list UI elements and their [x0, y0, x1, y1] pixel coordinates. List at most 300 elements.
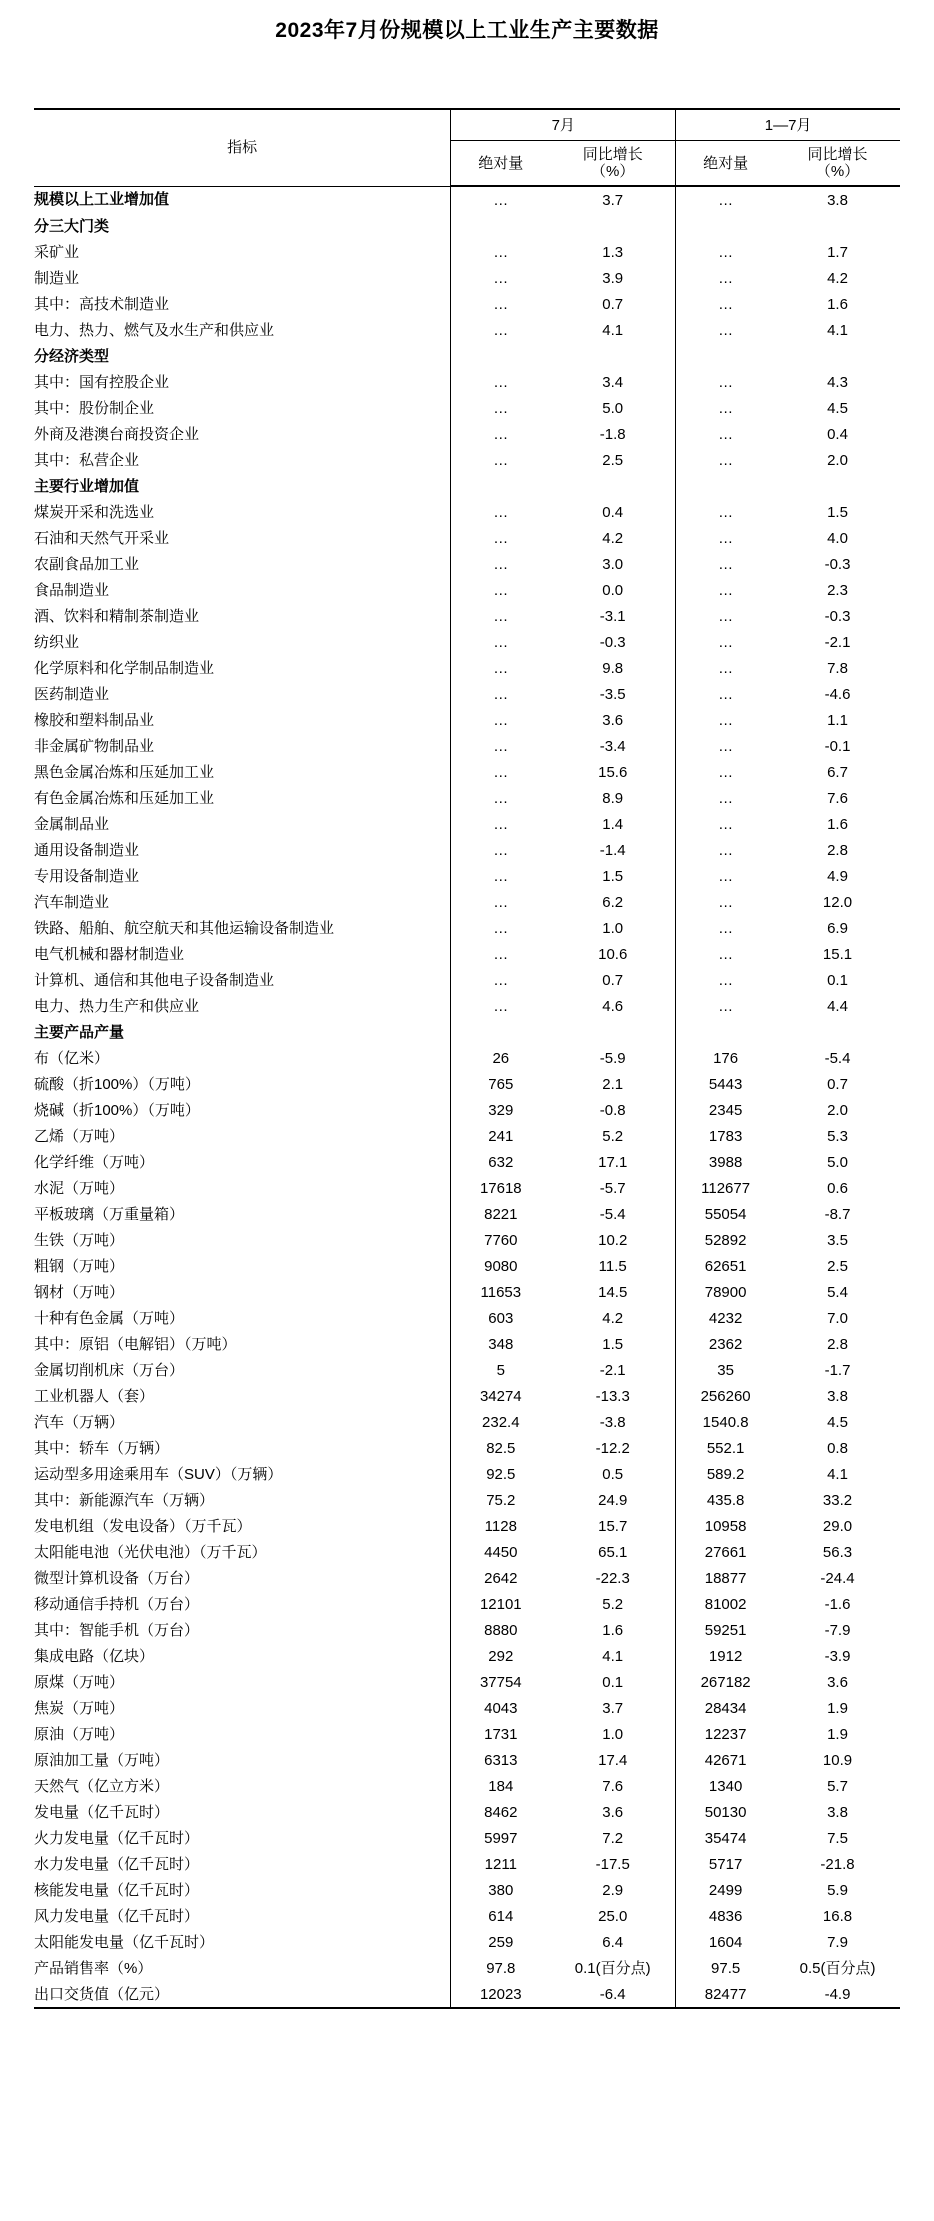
cell-cumulative-absolute: 82477 — [676, 1981, 775, 2008]
row-label: 电力、热力、燃气及水生产和供应业 — [34, 317, 451, 343]
cell-july-growth: 2.1 — [550, 1071, 675, 1097]
row-label: 规模以上工业增加值 — [34, 186, 451, 213]
row-label: 纺织业 — [34, 629, 451, 655]
cell-july-absolute: 4043 — [484, 1699, 518, 1717]
cell-july-growth: -5.4 — [550, 1201, 675, 1227]
cell-cumulative-absolute: 27661 — [704, 1543, 747, 1561]
cell-cumulative-growth: 0.6 — [827, 1179, 848, 1197]
cell-july-growth: 0.1 — [550, 1669, 675, 1695]
cell-cumulative-absolute: … — [718, 503, 734, 521]
cell-july-absolute: 8880 — [484, 1621, 518, 1639]
cell-cumulative-absolute: … — [718, 685, 734, 703]
cell-cumulative-growth: 3.8 — [827, 191, 848, 209]
cell-cumulative-growth: 7.0 — [827, 1309, 848, 1327]
cell-cumulative-absolute: … — [718, 659, 734, 677]
row-label: 有色金属冶炼和压延加工业 — [34, 785, 451, 811]
row-label: 产品销售率（%） — [34, 1955, 451, 1981]
cell-cumulative-growth: -3.9 — [824, 1647, 851, 1665]
cell-cumulative-growth: -1.7 — [824, 1361, 851, 1379]
row-label: 计算机、通信和其他电子设备制造业 — [34, 967, 451, 993]
cell-cumulative-growth: 33.2 — [822, 1491, 853, 1509]
cell-cumulative-growth: 3.6 — [827, 1673, 848, 1691]
cell-cumulative-absolute: … — [718, 763, 734, 781]
row-label: 平板玻璃（万重量箱） — [34, 1201, 451, 1227]
cell-july-absolute: … — [493, 451, 509, 469]
table-row — [34, 655, 900, 681]
cell-cumulative-growth: 4.5 — [827, 399, 848, 417]
cell-cumulative-absolute: 5717 — [708, 1855, 743, 1873]
cell-july-absolute — [451, 1019, 550, 1045]
cell-july-absolute: 17618 — [479, 1179, 522, 1197]
row-label: 医药制造业 — [34, 681, 451, 707]
table-row — [34, 1617, 900, 1643]
cell-cumulative-growth: 4.1 — [827, 321, 848, 339]
cell-cumulative-growth: -4.9 — [775, 1981, 900, 2008]
table-row — [34, 1773, 900, 1799]
table-header — [34, 109, 900, 186]
cell-cumulative-absolute: … — [718, 451, 734, 469]
row-label: 风力发电量（亿千瓦时） — [34, 1903, 451, 1929]
cell-july-growth: 5.0 — [550, 395, 675, 421]
cell-cumulative-absolute: … — [718, 945, 734, 963]
cell-cumulative-growth: 4.4 — [827, 997, 848, 1015]
column-header-cumulative-absolute: 绝对量 — [676, 141, 775, 187]
cell-cumulative-absolute: 12237 — [704, 1725, 747, 1743]
cell-july-growth: 3.9 — [550, 265, 675, 291]
cell-july-growth — [550, 473, 675, 499]
table-row — [34, 1929, 900, 1955]
table-row — [34, 915, 900, 941]
cell-july-growth: 3.4 — [550, 369, 675, 395]
table-row — [34, 681, 900, 707]
cell-cumulative-growth: 5.7 — [827, 1777, 848, 1795]
cell-cumulative-absolute: … — [718, 321, 734, 339]
cell-cumulative-absolute: 97.5 — [711, 1959, 741, 1977]
cell-july-absolute: 603 — [488, 1309, 514, 1327]
cell-july-growth: 1.4 — [550, 811, 675, 837]
row-label: 其中：股份制企业 — [34, 395, 451, 421]
cell-cumulative-growth: -1.6 — [824, 1595, 851, 1613]
cell-july-absolute: 75.2 — [486, 1491, 516, 1509]
table-row — [34, 1383, 900, 1409]
row-label: 核能发电量（亿千瓦时） — [34, 1877, 451, 1903]
row-label: 电气机械和器材制造业 — [34, 941, 451, 967]
cell-july-absolute: … — [493, 737, 509, 755]
row-label: 农副食品加工业 — [34, 551, 451, 577]
table-row — [34, 1227, 900, 1253]
table-row — [34, 1409, 900, 1435]
column-group-july: 7月 — [451, 109, 676, 141]
cell-july-absolute: … — [493, 269, 509, 287]
cell-july-absolute: … — [493, 581, 509, 599]
cell-cumulative-absolute: 256260 — [700, 1387, 751, 1405]
cell-july-absolute: 1128 — [484, 1517, 517, 1535]
cell-july-growth: 4.1 — [550, 1643, 675, 1669]
cell-cumulative-growth: 7.5 — [827, 1829, 848, 1847]
row-label: 原油加工量（万吨） — [34, 1747, 451, 1773]
cell-cumulative-growth: 4.1 — [827, 1465, 848, 1483]
cell-july-growth: 2.9 — [550, 1877, 675, 1903]
table-row — [34, 343, 900, 369]
cell-july-growth: 10.6 — [550, 941, 675, 967]
cell-cumulative-growth — [775, 213, 900, 239]
cell-july-absolute: 184 — [488, 1777, 514, 1795]
row-label: 通用设备制造业 — [34, 837, 451, 863]
cell-july-growth: -1.8 — [550, 421, 675, 447]
cell-cumulative-absolute: 35 — [717, 1361, 734, 1379]
cell-cumulative-absolute: … — [718, 789, 734, 807]
cell-cumulative-absolute: 435.8 — [706, 1491, 745, 1509]
table-row — [34, 317, 900, 343]
cell-july-growth: -3.4 — [550, 733, 675, 759]
cell-july-growth: -22.3 — [550, 1565, 675, 1591]
cell-july-growth: 3.7 — [550, 186, 675, 213]
cell-cumulative-growth: 4.2 — [827, 269, 848, 287]
cell-july-growth: -12.2 — [550, 1435, 675, 1461]
cell-july-absolute: … — [493, 685, 509, 703]
row-label: 铁路、船舶、航空航天和其他运输设备制造业 — [34, 915, 451, 941]
table-row — [34, 1435, 900, 1461]
cell-july-absolute: 1211 — [484, 1855, 517, 1873]
table-row — [34, 707, 900, 733]
row-label: 主要产品产量 — [34, 1019, 451, 1045]
table-row — [34, 889, 900, 915]
cell-cumulative-absolute: 1604 — [708, 1933, 743, 1951]
cell-july-growth: 2.5 — [550, 447, 675, 473]
cell-july-growth: 0.4 — [550, 499, 675, 525]
cell-cumulative-growth: 7.8 — [827, 659, 848, 677]
table-row — [34, 499, 900, 525]
statistics-table — [34, 108, 900, 2009]
row-label: 电力、热力生产和供应业 — [34, 993, 451, 1019]
row-label: 石油和天然气开采业 — [34, 525, 451, 551]
cell-cumulative-growth — [775, 343, 900, 369]
cell-cumulative-absolute — [676, 1019, 775, 1045]
cell-july-growth: 4.1 — [550, 317, 675, 343]
table-row — [34, 1643, 900, 1669]
cell-cumulative-growth: -8.7 — [824, 1205, 851, 1223]
cell-july-absolute: 26 — [492, 1049, 510, 1067]
statistics-table-container — [34, 108, 900, 2009]
cell-cumulative-absolute: 35474 — [704, 1829, 747, 1847]
cell-cumulative-growth: 3.5 — [827, 1231, 848, 1249]
cell-july-absolute: 259 — [488, 1933, 514, 1951]
table-row — [34, 1071, 900, 1097]
row-label: 汽车（万辆） — [34, 1409, 451, 1435]
cell-cumulative-absolute: 62651 — [704, 1257, 747, 1275]
cell-cumulative-absolute: 589.2 — [706, 1465, 745, 1483]
table-row — [34, 1357, 900, 1383]
cell-cumulative-absolute: 4836 — [708, 1907, 743, 1925]
cell-july-absolute: 8462 — [484, 1803, 518, 1821]
table-row — [34, 1175, 900, 1201]
cell-cumulative-growth: 6.9 — [827, 919, 848, 937]
cell-cumulative-absolute: … — [718, 711, 734, 729]
cell-cumulative-absolute: … — [718, 373, 734, 391]
cell-cumulative-growth: 2.3 — [827, 581, 848, 599]
cell-july-absolute: 9080 — [484, 1257, 518, 1275]
row-label: 橡胶和塑料制品业 — [34, 707, 451, 733]
cell-cumulative-absolute: … — [718, 399, 734, 417]
cell-july-growth: 9.8 — [550, 655, 675, 681]
row-label: 移动通信手持机（万台） — [34, 1591, 451, 1617]
cell-cumulative-absolute: 112677 — [701, 1179, 751, 1197]
cell-cumulative-growth: -0.1 — [824, 737, 851, 755]
table-row — [34, 941, 900, 967]
table-row — [34, 1331, 900, 1357]
cell-july-growth: -2.1 — [550, 1357, 675, 1383]
cell-july-absolute: 380 — [488, 1881, 514, 1899]
cell-cumulative-growth: 2.8 — [827, 1335, 848, 1353]
row-label: 金属切削机床（万台） — [34, 1357, 451, 1383]
table-row — [34, 1279, 900, 1305]
cell-july-growth: -0.8 — [550, 1097, 675, 1123]
cell-july-growth: 1.3 — [550, 239, 675, 265]
row-label: 采矿业 — [34, 239, 451, 265]
cell-july-absolute: 614 — [488, 1907, 514, 1925]
cell-july-absolute: 1731 — [484, 1725, 518, 1743]
cell-cumulative-growth: 1.6 — [827, 295, 848, 313]
cell-july-absolute: 5997 — [484, 1829, 518, 1847]
cell-cumulative-growth: -21.8 — [820, 1855, 855, 1873]
cell-july-absolute: 82.5 — [486, 1439, 516, 1457]
cell-july-growth: 15.6 — [550, 759, 675, 785]
cell-cumulative-growth: -5.4 — [824, 1049, 851, 1067]
cell-july-growth: 1.0 — [550, 1721, 675, 1747]
row-label: 水泥（万吨） — [34, 1175, 451, 1201]
cell-july-growth — [550, 213, 675, 239]
row-label: 煤炭开采和洗选业 — [34, 499, 451, 525]
cell-july-growth: -3.5 — [550, 681, 675, 707]
cell-cumulative-absolute: … — [718, 971, 734, 989]
row-label: 外商及港澳台商投资企业 — [34, 421, 451, 447]
row-label: 化学纤维（万吨） — [34, 1149, 451, 1175]
cell-cumulative-absolute: 78900 — [704, 1283, 747, 1301]
cell-july-growth: -5.9 — [550, 1045, 675, 1071]
cell-cumulative-growth: 1.6 — [827, 815, 848, 833]
row-label: 发电机组（发电设备）（万千瓦） — [34, 1513, 451, 1539]
cell-july-absolute: … — [493, 243, 509, 261]
table-header-row-groups — [34, 109, 900, 141]
cell-july-growth: 3.6 — [550, 707, 675, 733]
cell-cumulative-absolute: 2362 — [708, 1335, 743, 1353]
row-label: 集成电路（亿块） — [34, 1643, 451, 1669]
cell-cumulative-absolute: 1540.8 — [702, 1413, 749, 1431]
table-row — [34, 213, 900, 239]
cell-cumulative-growth: 0.5(百分点) — [799, 1959, 876, 1977]
cell-july-absolute: 12023 — [451, 1981, 550, 2008]
table-row — [34, 1903, 900, 1929]
table-row — [34, 1695, 900, 1721]
cell-july-growth: -6.4 — [550, 1981, 675, 2008]
cell-july-growth — [550, 343, 675, 369]
cell-july-growth: 8.9 — [550, 785, 675, 811]
cell-july-growth: 14.5 — [550, 1279, 675, 1305]
table-row — [34, 1851, 900, 1877]
cell-july-absolute: … — [493, 815, 509, 833]
cell-july-absolute: … — [493, 503, 509, 521]
table-row — [34, 1305, 900, 1331]
table-row — [34, 577, 900, 603]
table-row — [34, 1019, 900, 1045]
cell-cumulative-growth: 2.5 — [827, 1257, 848, 1275]
cell-july-growth: 4.2 — [550, 525, 675, 551]
cell-july-growth: 3.7 — [550, 1695, 675, 1721]
table-row — [34, 785, 900, 811]
cell-july-growth: 5.2 — [550, 1591, 675, 1617]
cell-july-absolute: … — [493, 191, 509, 209]
row-label: 火力发电量（亿千瓦时） — [34, 1825, 451, 1851]
cell-july-growth: -3.8 — [550, 1409, 675, 1435]
cell-july-absolute: 765 — [488, 1075, 514, 1093]
row-label: 非金属矿物制品业 — [34, 733, 451, 759]
cell-july-growth: 1.0 — [550, 915, 675, 941]
cell-july-growth: 3.0 — [550, 551, 675, 577]
cell-cumulative-growth: -7.9 — [824, 1621, 851, 1639]
cell-cumulative-absolute: 28434 — [704, 1699, 747, 1717]
cell-july-absolute: … — [493, 659, 509, 677]
cell-cumulative-growth — [775, 1019, 900, 1045]
cell-cumulative-absolute: … — [718, 581, 734, 599]
row-label: 水力发电量（亿千瓦时） — [34, 1851, 451, 1877]
row-label: 工业机器人（套） — [34, 1383, 451, 1409]
cell-cumulative-growth: 0.7 — [827, 1075, 848, 1093]
row-label: 其中：新能源汽车（万辆） — [34, 1487, 451, 1513]
cell-july-absolute: … — [493, 997, 509, 1015]
row-label: 化学原料和化学制品制造业 — [34, 655, 451, 681]
cell-july-absolute: … — [493, 399, 509, 417]
cell-cumulative-absolute: … — [718, 529, 734, 547]
cell-cumulative-absolute — [676, 213, 775, 239]
column-header-cumulative-growth: 同比增长 （%） — [775, 141, 900, 187]
cell-july-absolute: 292 — [488, 1647, 514, 1665]
table-row — [34, 1513, 900, 1539]
cell-cumulative-absolute: … — [718, 243, 734, 261]
table-row — [34, 1123, 900, 1149]
cell-july-absolute: 241 — [488, 1127, 514, 1145]
row-label: 分三大门类 — [34, 213, 451, 239]
table-row — [34, 186, 900, 213]
cell-july-growth: -13.3 — [550, 1383, 675, 1409]
cell-july-growth: -17.5 — [550, 1851, 675, 1877]
cell-july-absolute: 97.8 — [486, 1959, 516, 1977]
table-row — [34, 733, 900, 759]
cell-july-growth: 5.2 — [550, 1123, 675, 1149]
cell-july-growth: 3.6 — [550, 1799, 675, 1825]
table-body — [34, 186, 900, 2008]
cell-july-growth: -0.3 — [550, 629, 675, 655]
cell-cumulative-growth: 10.9 — [822, 1751, 853, 1769]
row-label: 食品制造业 — [34, 577, 451, 603]
cell-july-absolute: … — [493, 919, 509, 937]
cell-july-absolute: … — [493, 555, 509, 573]
cell-cumulative-absolute: 267182 — [700, 1673, 751, 1691]
cell-july-absolute: … — [493, 633, 509, 651]
cell-cumulative-growth: 3.8 — [827, 1803, 848, 1821]
table-row — [34, 473, 900, 499]
cell-cumulative-growth: 4.3 — [827, 373, 848, 391]
cell-cumulative-absolute: 1340 — [708, 1777, 743, 1795]
cell-july-growth: 6.2 — [550, 889, 675, 915]
table-row — [34, 1565, 900, 1591]
cell-cumulative-absolute: 2499 — [708, 1881, 743, 1899]
cell-cumulative-absolute: … — [718, 919, 734, 937]
cell-july-growth: 11.5 — [550, 1253, 675, 1279]
cell-cumulative-growth: -0.3 — [824, 555, 851, 573]
row-label: 其中：原铝（电解铝）（万吨） — [34, 1331, 451, 1357]
row-label: 太阳能发电量（亿千瓦时） — [34, 1929, 451, 1955]
row-label: 原煤（万吨） — [34, 1669, 451, 1695]
cell-cumulative-growth: 4.9 — [827, 867, 848, 885]
table-row — [34, 603, 900, 629]
cell-july-growth: 4.6 — [550, 993, 675, 1019]
table-row — [34, 551, 900, 577]
table-row — [34, 1045, 900, 1071]
cell-cumulative-absolute: 176 — [713, 1049, 739, 1067]
cell-cumulative-absolute: 3988 — [708, 1153, 743, 1171]
table-row — [34, 1487, 900, 1513]
table-row — [34, 1253, 900, 1279]
cell-july-absolute: … — [493, 867, 509, 885]
table-row — [34, 1669, 900, 1695]
cell-cumulative-absolute: 1912 — [708, 1647, 743, 1665]
cell-cumulative-absolute: … — [718, 425, 734, 443]
table-row — [34, 1149, 900, 1175]
row-label: 分经济类型 — [34, 343, 451, 369]
cell-cumulative-absolute: … — [718, 269, 734, 287]
cell-july-absolute: … — [493, 425, 509, 443]
cell-cumulative-growth: -2.1 — [824, 633, 851, 651]
row-label: 硫酸（折100%）（万吨） — [34, 1071, 451, 1097]
row-label: 布（亿米） — [34, 1045, 451, 1071]
cell-cumulative-absolute: … — [718, 295, 734, 313]
cell-july-absolute: 11653 — [480, 1283, 522, 1301]
cell-july-absolute: 92.5 — [486, 1465, 516, 1483]
cell-july-absolute: 4450 — [484, 1543, 518, 1561]
cell-cumulative-growth: 0.8 — [827, 1439, 848, 1457]
cell-july-absolute: … — [493, 321, 509, 339]
column-header-july-growth: 同比增长 （%） — [550, 141, 675, 187]
table-row — [34, 1747, 900, 1773]
row-label: 主要行业增加值 — [34, 473, 451, 499]
cell-cumulative-growth — [775, 473, 900, 499]
cell-july-growth: 7.2 — [550, 1825, 675, 1851]
table-row — [34, 1721, 900, 1747]
row-label: 其中：国有控股企业 — [34, 369, 451, 395]
cell-cumulative-absolute: … — [718, 633, 734, 651]
cell-july-growth: 25.0 — [550, 1903, 675, 1929]
table-row — [34, 759, 900, 785]
row-label: 金属制品业 — [34, 811, 451, 837]
cell-cumulative-growth: -0.3 — [824, 607, 851, 625]
table-row — [34, 1981, 900, 2008]
row-label: 钢材（万吨） — [34, 1279, 451, 1305]
cell-cumulative-absolute: … — [718, 867, 734, 885]
column-header-index: 指标 — [34, 109, 451, 186]
cell-july-absolute: … — [493, 763, 509, 781]
cell-july-absolute: … — [493, 971, 509, 989]
table-row — [34, 447, 900, 473]
cell-cumulative-absolute: … — [718, 737, 734, 755]
cell-july-growth: 65.1 — [550, 1539, 675, 1565]
cell-july-absolute: 2642 — [484, 1569, 518, 1587]
cell-july-growth: 0.7 — [550, 967, 675, 993]
cell-cumulative-growth: 29.0 — [822, 1517, 853, 1535]
row-label: 其中：智能手机（万台） — [34, 1617, 451, 1643]
cell-july-absolute: 5 — [496, 1361, 505, 1379]
cell-july-growth: -1.4 — [550, 837, 675, 863]
cell-july-absolute: 329 — [488, 1101, 514, 1119]
